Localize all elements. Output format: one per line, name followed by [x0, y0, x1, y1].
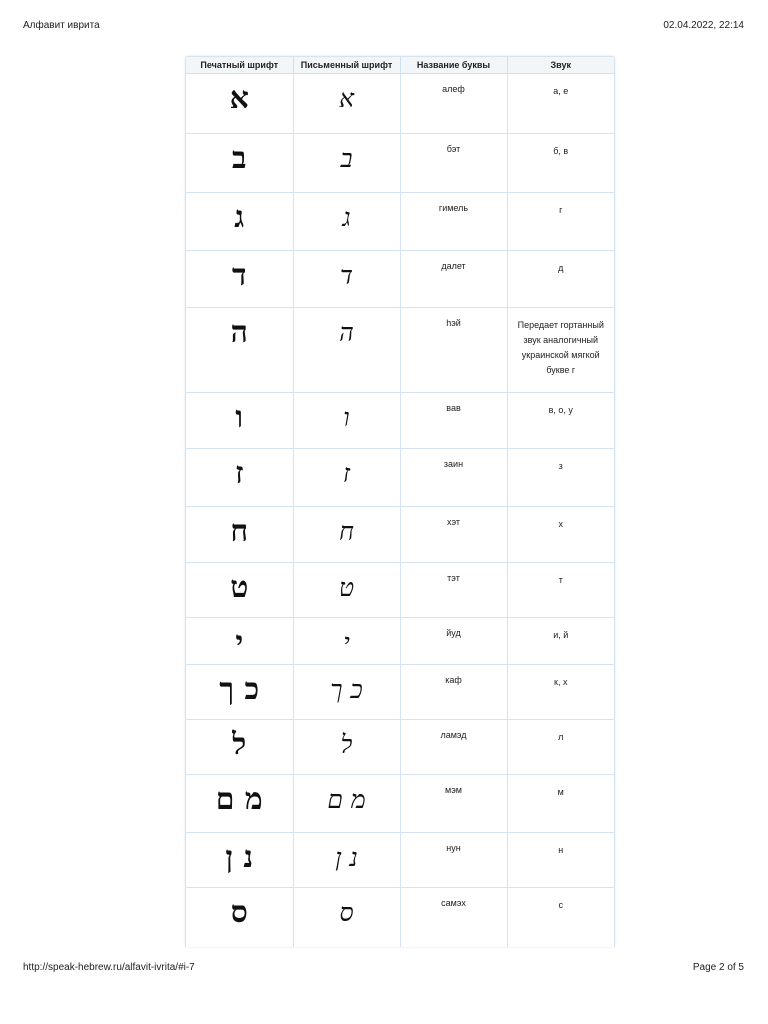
letter-name: заин — [443, 459, 464, 469]
name-cell — [400, 507, 507, 563]
print-letter: ט — [230, 570, 249, 605]
sound-cell — [507, 449, 614, 507]
table-row — [186, 507, 614, 563]
sound-cell — [507, 393, 614, 449]
sound-cell — [507, 775, 614, 833]
letter-name: хэт — [446, 517, 461, 527]
script-cell — [293, 308, 400, 393]
hebrew-alphabet-table — [185, 56, 615, 947]
print-cell — [186, 720, 293, 775]
letter-sound: и, й — [553, 630, 569, 640]
table-row — [186, 775, 614, 833]
print-cell — [186, 618, 293, 665]
print-letter: ל — [232, 727, 247, 762]
print-cell — [186, 665, 293, 720]
letter-sound: х — [558, 519, 563, 529]
print-cell — [186, 507, 293, 563]
letter-sound: м — [557, 787, 564, 797]
name-cell — [400, 74, 507, 134]
sound-cell — [507, 563, 614, 618]
letter-name: hэй — [446, 318, 461, 328]
letter-name: бэт — [446, 144, 461, 154]
letter-name: самэх — [441, 898, 466, 908]
letter-sound: с — [558, 900, 563, 910]
print-cell — [186, 193, 293, 251]
print-letter: ס — [230, 895, 248, 930]
script-cell — [293, 775, 400, 833]
print-cell — [186, 563, 293, 618]
letter-name: алеф — [442, 84, 465, 94]
print-letter: א — [229, 81, 249, 116]
column-header-sound: Звук — [507, 57, 614, 74]
page-url: http://speak-hebrew.ru/alfavit-ivrita/#i-7 — [23, 962, 195, 973]
name-cell — [400, 775, 507, 833]
script-cell — [293, 618, 400, 665]
table-row — [186, 665, 614, 720]
letter-name: нун — [446, 843, 461, 853]
script-cell — [293, 720, 400, 775]
print-letter: מ ם — [215, 782, 263, 817]
sound-cell — [507, 193, 614, 251]
name-cell — [400, 563, 507, 618]
print-letter: ד — [232, 258, 247, 293]
table-row — [186, 888, 614, 948]
name-cell — [400, 393, 507, 449]
table-row — [186, 563, 614, 618]
table-row — [186, 449, 614, 507]
name-cell — [400, 193, 507, 251]
script-cell — [293, 393, 400, 449]
table-row — [186, 833, 614, 888]
script-letter: כ ך — [330, 675, 363, 704]
sound-cell — [507, 74, 614, 134]
name-cell — [400, 618, 507, 665]
script-letter: ה — [339, 318, 354, 347]
page-number: Page 2 of 5 — [692, 962, 744, 973]
script-letter: ט — [338, 573, 355, 602]
table-row — [186, 720, 614, 775]
table-row — [186, 618, 614, 665]
print-letter: ג — [234, 200, 245, 235]
column-header-print: Печатный шрифт — [186, 57, 293, 74]
sound-cell — [507, 720, 614, 775]
sound-cell — [507, 308, 614, 393]
script-cell — [293, 833, 400, 888]
letter-sound: з — [558, 461, 563, 471]
name-cell — [400, 308, 507, 393]
script-cell — [293, 134, 400, 193]
letter-sound: а, е — [553, 86, 569, 96]
script-cell — [293, 888, 400, 948]
letter-sound: к, х — [554, 677, 568, 687]
letter-name: вав — [446, 403, 461, 413]
script-letter: נ ן — [335, 843, 358, 872]
script-cell — [293, 665, 400, 720]
script-letter: ז — [343, 459, 350, 488]
print-letter: י — [235, 625, 244, 660]
letter-sound: г — [559, 205, 563, 215]
table-header-row — [186, 57, 614, 74]
sound-cell — [507, 618, 614, 665]
name-cell — [400, 888, 507, 948]
print-cell — [186, 833, 293, 888]
table-row — [186, 74, 614, 134]
letter-sound: Передает гортанный звук аналогичный украинской мягкой букве г — [517, 320, 604, 375]
script-letter: מ ם — [327, 785, 366, 814]
script-cell — [293, 251, 400, 308]
sound-cell — [507, 251, 614, 308]
column-header-script: Письменный шрифт — [293, 57, 400, 74]
script-cell — [293, 507, 400, 563]
letter-sound: т — [558, 575, 563, 585]
script-cell — [293, 193, 400, 251]
sound-cell — [507, 665, 614, 720]
print-cell — [186, 393, 293, 449]
letter-name: ламэд — [440, 730, 467, 740]
script-letter: ו — [343, 403, 350, 432]
sound-cell — [507, 134, 614, 193]
print-letter: ו — [235, 400, 244, 435]
print-letter: ז — [235, 456, 244, 491]
script-letter: ס — [339, 898, 354, 927]
script-letter: ל — [340, 730, 353, 759]
table-row — [186, 393, 614, 449]
print-cell — [186, 251, 293, 308]
script-letter: ד — [340, 261, 353, 290]
letter-name: далет — [441, 261, 466, 271]
print-datetime: 02.04.2022, 22:14 — [663, 20, 744, 31]
table-row — [186, 251, 614, 308]
letter-sound: н — [558, 845, 564, 855]
letter-name: мэм — [445, 785, 462, 795]
print-cell — [186, 74, 293, 134]
table-row — [186, 134, 614, 193]
letter-name: йуд — [446, 628, 461, 638]
print-cell — [186, 134, 293, 193]
name-cell — [400, 449, 507, 507]
print-letter: ב — [232, 141, 247, 176]
letter-sound: в, о, у — [548, 405, 573, 415]
name-cell — [400, 134, 507, 193]
script-letter: י — [343, 628, 350, 657]
print-letter: ה — [230, 315, 248, 350]
script-letter: ג — [342, 203, 351, 232]
column-header-name: Название буквы — [400, 57, 507, 74]
print-letter: ח — [230, 514, 249, 549]
print-cell — [186, 775, 293, 833]
page-title: Алфавит иврита — [23, 20, 100, 31]
sound-cell — [507, 507, 614, 563]
letter-name: гимель — [438, 203, 469, 213]
table-row — [186, 193, 614, 251]
print-cell — [186, 308, 293, 393]
print-cell — [186, 449, 293, 507]
script-cell — [293, 74, 400, 134]
table-row — [186, 308, 614, 393]
script-cell — [293, 449, 400, 507]
sound-cell — [507, 888, 614, 948]
letter-sound: д — [558, 263, 564, 273]
script-cell — [293, 563, 400, 618]
letter-sound: л — [558, 732, 564, 742]
name-cell — [400, 665, 507, 720]
letter-name: каф — [445, 675, 462, 685]
script-letter: א — [338, 84, 354, 113]
script-letter: ח — [339, 517, 354, 546]
print-letter: נ ן — [225, 840, 254, 875]
print-letter: כ ך — [219, 672, 260, 707]
sound-cell — [507, 833, 614, 888]
letter-name: тэт — [447, 573, 460, 583]
name-cell — [400, 251, 507, 308]
letter-sound: б, в — [553, 146, 569, 156]
script-letter: ב — [340, 144, 353, 173]
print-cell — [186, 888, 293, 948]
name-cell — [400, 720, 507, 775]
name-cell — [400, 833, 507, 888]
